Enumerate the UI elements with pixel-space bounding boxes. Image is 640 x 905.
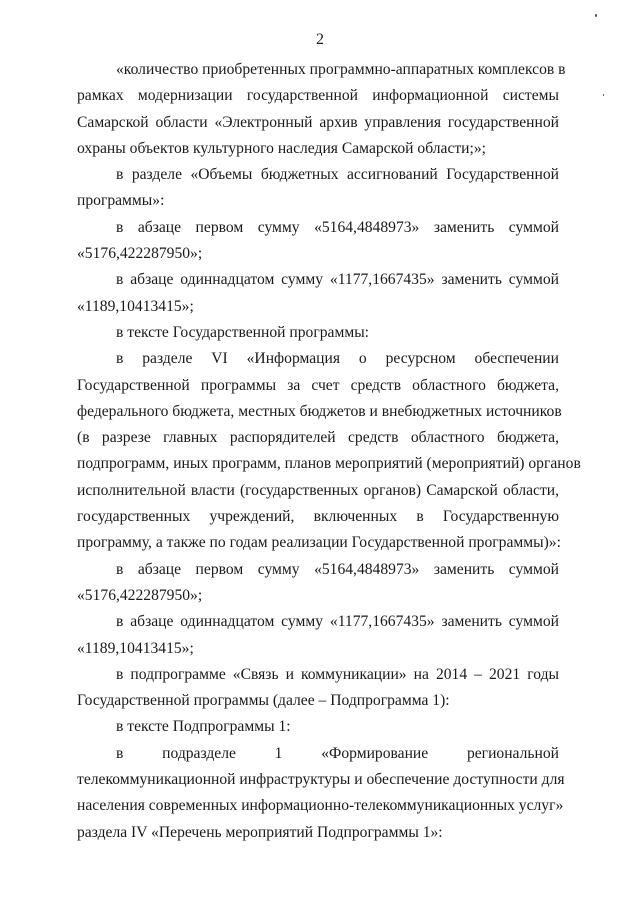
text-line: в разделе «Объемы бюджетных ассигнований Государственной [116,166,559,184]
scan-speck [595,14,597,17]
text-line: (в разрезе главных распорядителей средств областного бюджета, [77,429,559,447]
text-line: раздела IV «Перечень мероприятий Подпрограммы 1»: [77,823,443,841]
text-line: государственных учреждений, включенных в Государственную [77,508,559,526]
text-line: «5176,422287950»; [77,245,203,263]
text-line: в тексте Подпрограммы 1: [116,718,291,736]
text-line: Государственной программы за счет средств областного бюджета, [77,376,559,394]
scan-speck [603,94,604,96]
paragraph [77,557,559,610]
paragraph [77,57,566,162]
paragraph [77,215,559,268]
paragraph [77,267,559,320]
text-line: в подразделе 1 «Формирование региональной [116,744,559,762]
text-line: в абзаце одиннадцатом сумму «1177,1667435» заменить суммой [116,613,559,631]
paragraph [77,741,565,846]
paragraph [77,662,559,715]
text-line: «5176,422287950»; [77,586,203,604]
text-line: в абзаце одиннадцатом сумму «1177,1667435» заменить суммой [116,271,559,289]
text-line: подпрограмм, иных программ, планов мероприятий (мероприятий) органов [77,455,581,473]
text-line: телекоммуникационной инфраструктуры и обеспечение доступности для [77,771,565,789]
text-line: в разделе VI «Информация о ресурсном обеспечении [116,350,559,368]
text-line: программы»: [77,192,165,210]
text-line: населения современных информационно-телекоммуникационных услуг» [77,797,564,815]
text-line: «1189,10413415»; [77,297,194,315]
text-line: в абзаце первом сумму «5164,4848973» заменить суммой [116,560,559,578]
paragraph [77,320,559,346]
text-line: Государственной программы (далее – Подпрограмма 1): [77,692,450,710]
document-body [77,57,581,846]
text-line: Самарской области «Электронный архив управления государственной [77,113,559,131]
page-number: 2 [316,31,324,48]
text-line: в абзаце первом сумму «5164,4848973» заменить суммой [116,218,559,236]
text-line: «количество приобретенных программно-аппаратных комплексов в [116,61,566,78]
text-line: в подпрограмме «Связь и коммуникации» на 2014 – 2021 годы [116,665,559,683]
text-line: федерального бюджета, местных бюджетов и внебюджетных источников [77,402,562,420]
text-line: «1189,10413415»; [77,639,194,657]
paragraph [77,162,559,215]
paragraph [77,346,581,556]
text-line: исполнительной власти (государственных органов) Самарской области, [77,481,559,499]
text-line: рамках модернизации государственной информационной системы [77,87,559,105]
text-line: охраны объектов культурного наследия Самарской области;»; [77,139,486,157]
paragraph [77,714,559,740]
text-line: в тексте Государственной программы: [116,323,370,341]
text-line: программу, а также по годам реализации Государственной программы)»: [77,534,561,552]
paragraph [77,609,559,662]
